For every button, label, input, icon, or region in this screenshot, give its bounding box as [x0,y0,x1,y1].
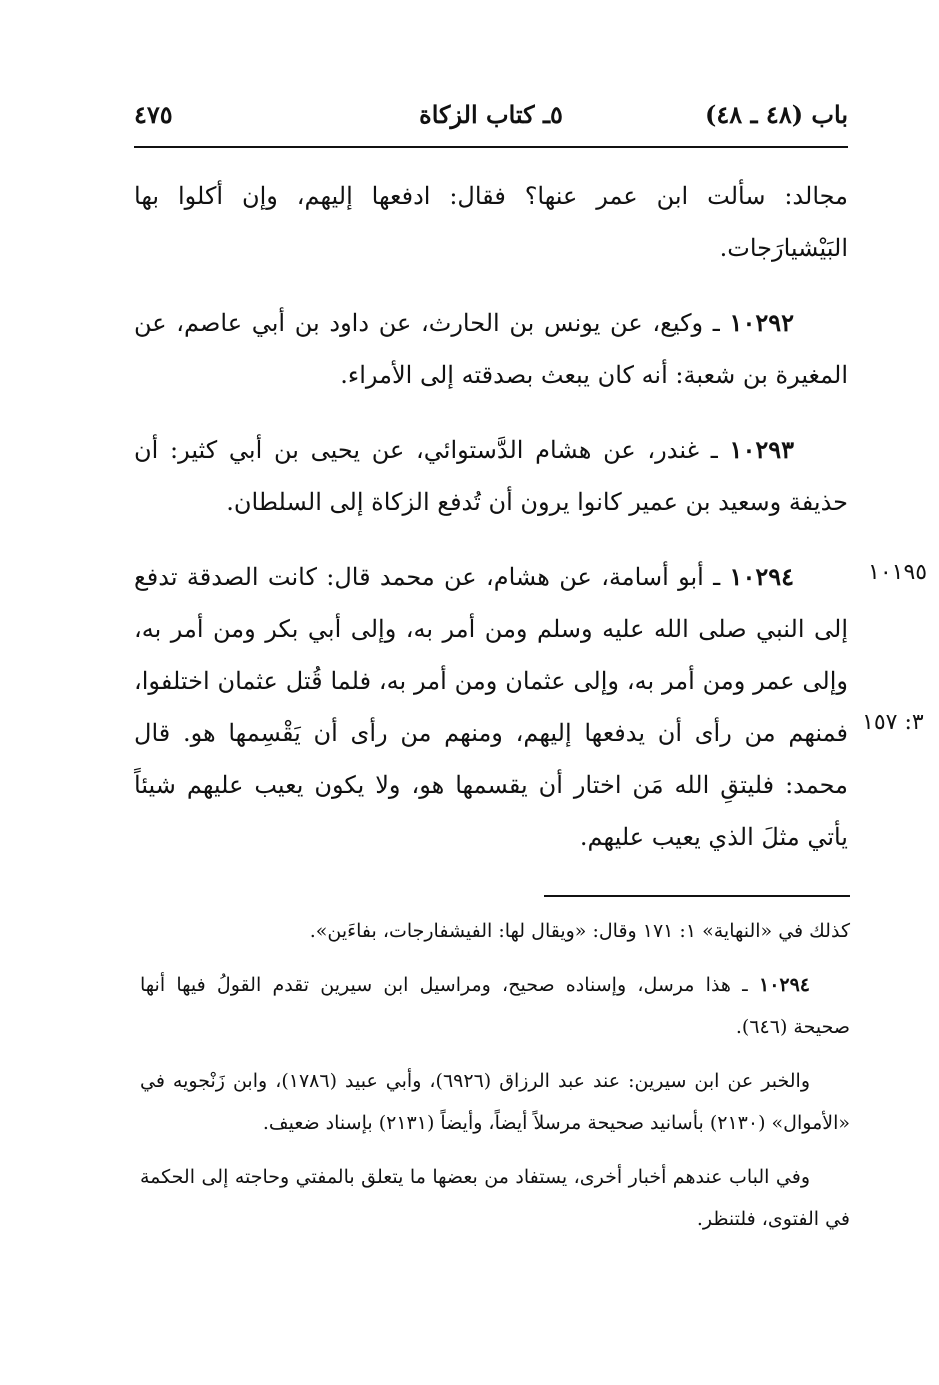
footnote: والخبر عن ابن سيرين: عند عبد الرزاق (٦٩٢٦)، وأبي عبيد (١٧٨٦)، وابن زَنْجويه في «الأموال» (٢١٣٠) بأسانيد صحيحة مرسلاً أيضاً، وأيضاً (٢١٣١) بإسناد ضعيف. [140,1070,850,1134]
margin-volume-reference: ٣: ١٥٧ [862,710,924,735]
book-title: ٥ـ كتاب الزكاة [419,100,563,129]
chapter-heading: باب (٤٨ ـ ٤٨) [705,100,848,129]
main-text [134,170,848,886]
footnote-text: ـ هذا مرسل، وإسناده صحيح، ومراسيل ابن سيرين تقدم القولُ فيها أنها صحيحة (٦٤٦). [140,974,850,1038]
hadith-number: ١٠٢٩٤ [729,562,794,591]
footnote-rule [544,895,850,897]
footnotes [140,910,850,1252]
hadith-entry [134,551,848,863]
footnote [140,964,850,1048]
page-header [134,92,848,142]
footnote: وفي الباب عندهم أخبار أخرى، يستفاد من بعضها ما يتعلق بالمفتي وحاجته إلى الحكمة في الفتوى، فلتنظر. [140,1166,850,1230]
page-number: ٤٧٥ [134,100,173,129]
footnote-hadith-number: ١٠٢٩٤ [758,974,811,996]
hadith-entry [134,424,848,528]
margin-cross-reference: ١٠١٩٥ [868,560,928,585]
continued-paragraph: مجالد: سألت ابن عمر عنها؟ فقال: ادفعها إليهم، وإن أكلوا بها البَيْشيارَجات. [134,182,848,262]
hadith-text: ـ أبو أسامة، عن هشام، عن محمد قال: كانت الصدقة تدفع إلى النبي صلى الله عليه وسلم ومن أمر به، وإلى أبي بكر ومن أمر به، وإلى عمر ومن أمر به، وإلى عثمان ومن أمر به، فلما قُتل عثمان اختلفوا، فمنهم من رأى أن يدفعها إليهم، ومنهم من رأى أن يَقْسِمها هو. قال محمد: فليتقِ الله مَن اختار أن يقسمها هو، ولا يكون يعيب عليهم شيئاً يأتي مثلَ الذي يعيب عليهم. [134,563,848,851]
header-rule [134,146,848,148]
hadith-number: ١٠٢٩٢ [729,308,794,337]
hadith-entry [134,297,848,401]
hadith-text: ـ وكيع، عن يونس بن الحارث، عن داود بن أبي عاصم، عن المغيرة بن شعبة: أنه كان يبعث بصدقته إلى الأمراء. [134,309,848,389]
hadith-text: ـ غندر، عن هشام الدَّستوائي، عن يحيى بن أبي كثير: أن حذيفة وسعيد بن عمير كانوا يرون أن تُدفع الزكاة إلى السلطان. [134,436,848,516]
hadith-number: ١٠٢٩٣ [729,435,794,464]
footnote: كذلك في «النهاية» ١: ١٧١ وقال: «ويقال لها: الفيشفارجات، بفاءَين». [309,920,850,942]
